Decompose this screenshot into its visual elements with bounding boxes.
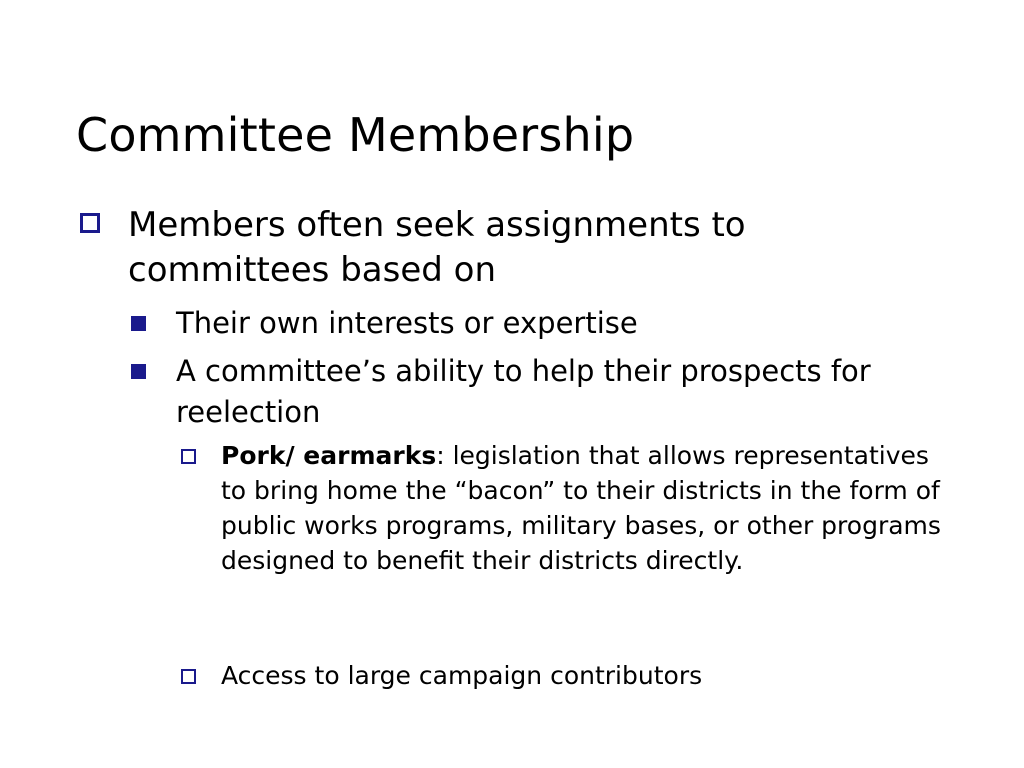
bullet-level3-text <box>221 438 951 578</box>
bullet-level2-text: Their own interests or expertise <box>176 306 638 340</box>
hollow-square-bullet-icon <box>181 449 196 464</box>
bullet-level1-text: Members often seek assignments to committees based on <box>128 205 746 290</box>
hollow-square-bullet-icon <box>181 669 196 684</box>
bullet-level3-text: Access to large campaign contributors <box>221 661 703 690</box>
filled-square-bullet-icon <box>131 364 146 379</box>
term-label: Pork/ earmarks <box>221 441 437 470</box>
filled-square-bullet-icon <box>131 316 146 331</box>
slide-title: Committee Membership <box>76 108 635 162</box>
term-definition: : legislation that allows representatives to bring home the “bacon” to their districts in the form of public works programs, military bases, or other programs designed to benefit their districts directly. <box>221 441 941 575</box>
hollow-square-bullet-icon <box>80 213 100 233</box>
bullet-level2-text: A committee’s ability to help their prospects for reelection <box>176 354 871 429</box>
